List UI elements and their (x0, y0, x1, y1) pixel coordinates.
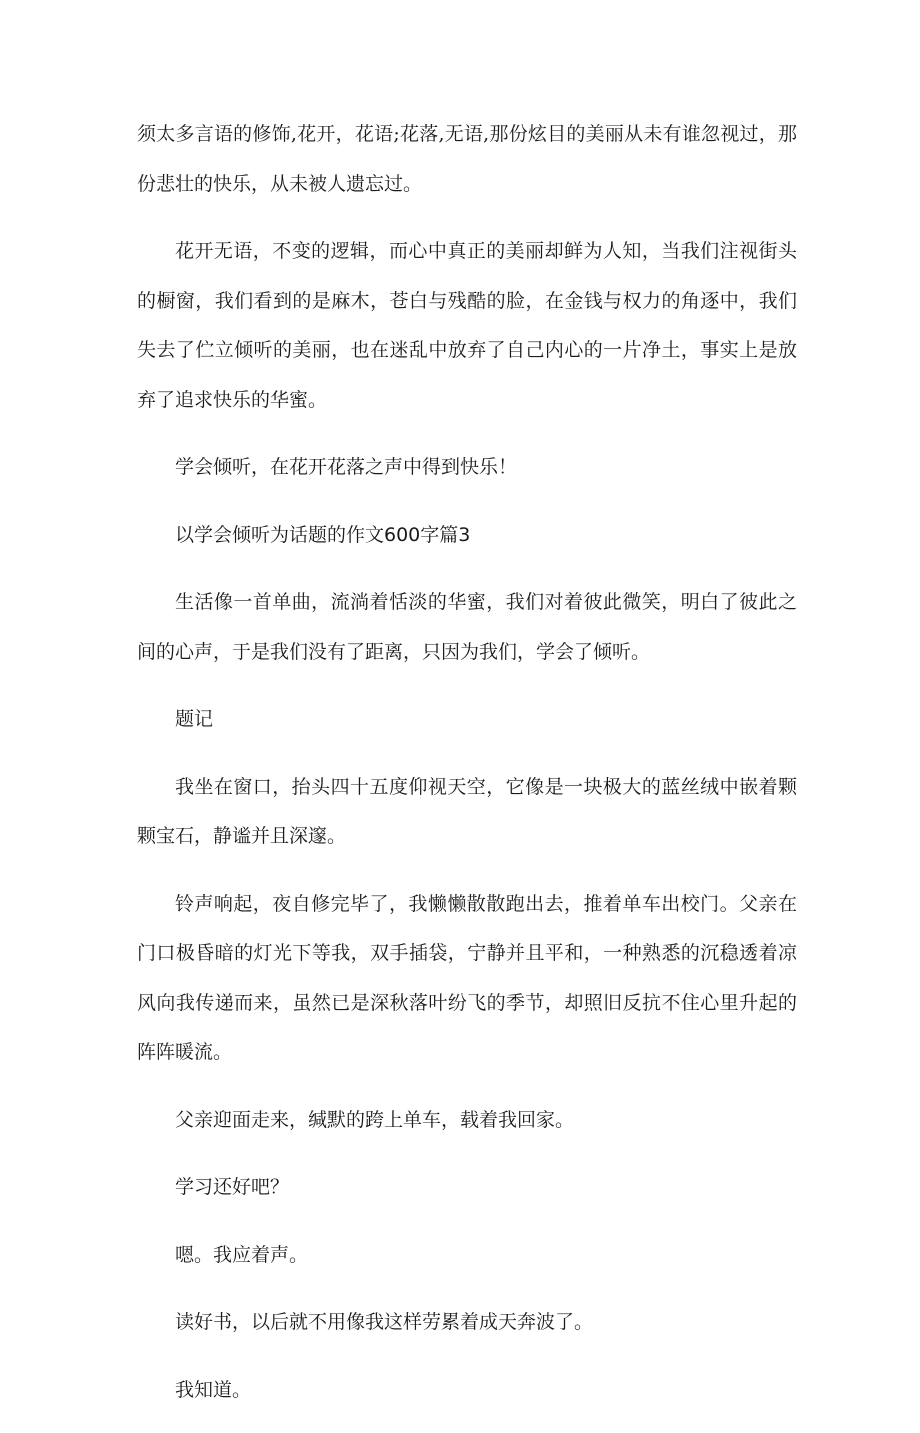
paragraph: 铃声响起，夜自修完毕了，我懒懒散散跑出去，推着单车出校门。父亲在门口极昏暗的灯光下等我，双手插袋，宁静并且平和，一种熟悉的沉稳透着凉风向我传递而来，虽然已是深秋落叶纷飞的季节，却照旧反抗不住心里升起的阵阵暖流。 (137, 892, 797, 1063)
paragraph: 我坐在窗口，抬头四十五度仰视天空，它像是一块极大的蓝丝绒中嵌着颗颗宝石，静谧并且深邃。 (137, 775, 797, 847)
dialogue-line: 嗯。我应着声。 (175, 1243, 309, 1266)
paragraph: 学会倾听，在花开花落之声中得到快乐！ (175, 456, 518, 478)
paragraph-continued: 须太多言语的修饰,花开，花语;花落,无语,那份炫目的美丽从未有谁忽视过，那份悲壮的快乐，从未被人遗忘过。 (137, 123, 797, 195)
dialogue-line: 读好书，以后就不用像我这样劳累着成天奔波了。 (175, 1311, 594, 1333)
document-body (137, 110, 797, 1433)
section-heading: 以学会倾听为话题的作文600字篇3 (175, 523, 471, 546)
dialogue-line: 学习还好吧？ (175, 1176, 290, 1198)
paragraph: 花开无语，不变的逻辑，而心中真正的美丽却鲜为人知，当我们注视街头的橱窗，我们看到的是麻木，苍白与残酷的脸，在金钱与权力的角逐中，我们失去了伫立倾听的美丽，也在迷乱中放弃了自己内心的一片净土，事实上是放弃了追求快乐的华蜜。 (137, 240, 797, 411)
paragraph: 父亲迎面走来，缄默的跨上单车，载着我回家。 (175, 1108, 575, 1131)
paragraph: 生活像一首单曲，流淌着恬淡的华蜜，我们对着彼此微笑，明白了彼此之间的心声，于是我们没有了距离，只因为我们，学会了倾听。 (137, 591, 797, 663)
dialogue-line: 我知道。 (175, 1378, 252, 1401)
paragraph-epigraph-label: 题记 (175, 708, 214, 730)
